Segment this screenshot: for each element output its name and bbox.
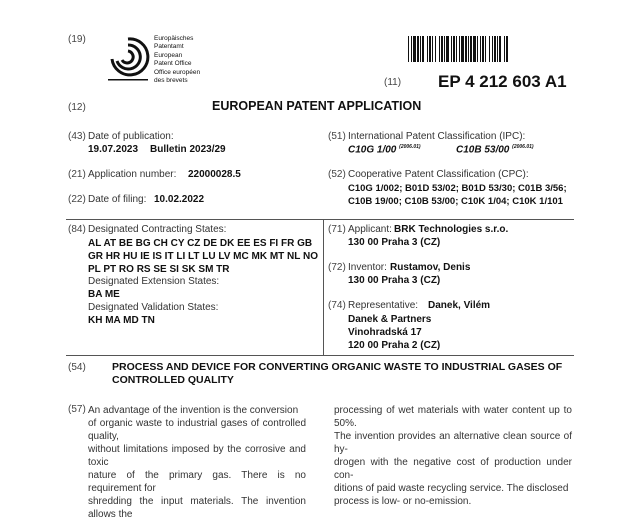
office-en-line1: European [154,52,183,59]
cpc-line: C10B 19/00; C10B 53/00; C10K 1/04; C10K 1/101 [348,196,563,207]
representative-line: Danek & Partners [348,314,432,325]
barcode-bar [429,36,431,62]
publication-date-label: Date of publication: [88,131,174,142]
inid-11: (11) [384,77,402,88]
office-de-line2: Patentamt [154,42,184,50]
abstract-right [334,404,572,508]
inid-52: (52) [328,169,346,180]
barcode-bar [435,36,436,62]
ipc-code-1: C10G 1/00 [348,144,397,156]
representative-name: Danek, Vilém [428,300,491,311]
bulletin: Bulletin 2023/29 [150,144,226,155]
office-names [154,35,200,84]
abstract-line: process is low- or no-emission. [334,496,472,507]
inid-54: (54) [68,362,86,373]
barcode-bar [417,36,419,62]
representative-line: Vinohradská 17 [348,327,422,338]
barcode-bar [470,36,472,62]
ipc-class-2 [456,144,534,155]
barcode-bar [506,36,508,62]
office-en-line2: Patent Office [154,59,192,67]
barcode-bar [451,36,452,62]
barcode-bar [461,36,464,62]
divider-bottom [66,355,574,356]
representative-label: Representative: [348,300,419,311]
ipc-version-1: (2006.01) [399,144,421,150]
validation-states: KH MA MD TN [88,315,155,326]
extension-states-label: Designated Extension States: [88,276,220,287]
inid-84: (84) [68,224,86,235]
abstract-line: drogen with the negative cost of production under con- [334,457,572,481]
barcode-bar [420,36,421,62]
states-line: GR HR HU IE IS IT LI LT LU LV MC MK MT NL NO [88,251,318,262]
designated-states-label: Designated Contracting States: [88,224,227,235]
barcode-bar [494,36,496,62]
inid-72: (72) [328,262,346,273]
filing-date: 10.02.2022 [154,194,205,205]
divider-top [66,219,574,220]
applicant-label: Applicant: [348,224,392,235]
barcode-bar [492,36,493,62]
states-line: AL AT BE BG CH CY CZ DE DK EE ES FI FR GB [88,238,313,249]
epo-logo-icon [106,33,150,85]
barcode-bar [439,36,440,62]
inid-74: (74) [328,300,346,311]
abstract-line: without limitations imposed by the corrosive and toxic [88,444,306,468]
abstract-line: nature of the primary gas. There is no requirement for [88,470,306,494]
barcode-bar [477,36,478,62]
representative-line: 120 00 Praha 2 (CZ) [348,340,441,351]
cpc-label: Cooperative Patent Classification (CPC): [348,169,529,180]
abstract-line: The invention provides an alternative clean source of hy- [334,431,572,455]
barcode-bar [441,36,443,62]
barcode-bar [444,36,445,62]
abstract-line: processing of wet materials with water content up to 50%. [334,405,572,429]
column-divider [323,219,324,355]
abstract-line: of organic waste to industrial gases of controlled quality, [88,418,306,442]
barcode-bar [468,36,469,62]
office-fr-line2: des brevets [154,76,188,84]
inid-71: (71) [328,224,346,235]
barcode-bar [413,36,416,62]
designated-states [88,237,318,276]
title-line: CONTROLLED QUALITY [112,374,234,386]
barcode-bar [489,36,490,62]
inid-57: (57) [68,404,86,415]
applicant-address: 130 00 Praha 3 (CZ) [348,237,441,248]
invention-title [112,361,562,387]
ipc-label: International Patent Classification (IPC): [348,131,526,142]
barcode-bar [482,36,484,62]
inventor-label: Inventor: [348,262,387,273]
ipc-code-2: C10B 53/00 [456,144,510,156]
inid-22: (22) [68,194,86,205]
inid-43: (43) [68,131,86,142]
representative-address [348,313,440,352]
office-fr-line1: Office européen [154,69,201,76]
application-number-label: Application number: [88,169,177,180]
application-number: 22000028.5 [188,169,241,180]
office-de-line1: Europäisches [154,35,194,42]
ipc-version-2: (2006.01) [512,144,534,150]
barcode-bar [446,36,449,62]
barcode-bar [485,36,486,62]
validation-states-label: Designated Validation States: [88,302,219,313]
barcode-bar [465,36,467,62]
publication-date: 19.07.2023 [88,144,139,155]
barcode-bar [497,36,498,62]
barcode [408,36,576,62]
document-type: EUROPEAN PATENT APPLICATION [212,99,422,113]
barcode-bar [459,36,460,62]
barcode-bar [422,36,424,62]
barcode-bar [504,36,505,62]
inventor-name: Rustamov, Denis [390,262,471,273]
barcode-bar [473,36,476,62]
filing-date-label: Date of filing: [88,194,147,205]
publication-number: EP 4 212 603 A1 [438,72,567,91]
ipc-class-1 [348,144,421,155]
barcode-bar [456,36,457,62]
abstract-line: ditions of paid waste recycling service. The disclosed [334,483,569,494]
barcode-bar [453,36,455,62]
barcode-bar [499,36,501,62]
office-en [154,52,200,67]
barcode-bar [427,36,428,62]
abstract-line: An advantage of the invention is the conversion [88,405,299,416]
barcode-bar [432,36,433,62]
abstract-left [88,404,306,521]
inid-12: (12) [68,102,86,113]
abstract-line: shredding the input materials. The invention allows the [88,496,306,520]
office-de [154,35,200,50]
barcode-bar [411,36,412,62]
states-line: PL PT RO RS SE SI SK SM TR [88,264,230,275]
inventor-address: 130 00 Praha 3 (CZ) [348,275,441,286]
cpc-line: C10G 1/002; B01D 53/02; B01D 53/30; C01B 3/56; [348,183,567,194]
extension-states: BA ME [88,289,120,300]
office-fr [154,69,200,84]
cpc-classes [348,182,567,208]
inid-21: (21) [68,169,86,180]
barcode-bar [408,36,409,62]
inid-19: (19) [68,34,86,45]
inid-51: (51) [328,131,346,142]
title-line: PROCESS AND DEVICE FOR CONVERTING ORGANIC WASTE TO INDUSTRIAL GASES OF [112,361,563,373]
barcode-bar [480,36,481,62]
applicant-name: BRK Technologies s.r.o. [394,224,509,235]
